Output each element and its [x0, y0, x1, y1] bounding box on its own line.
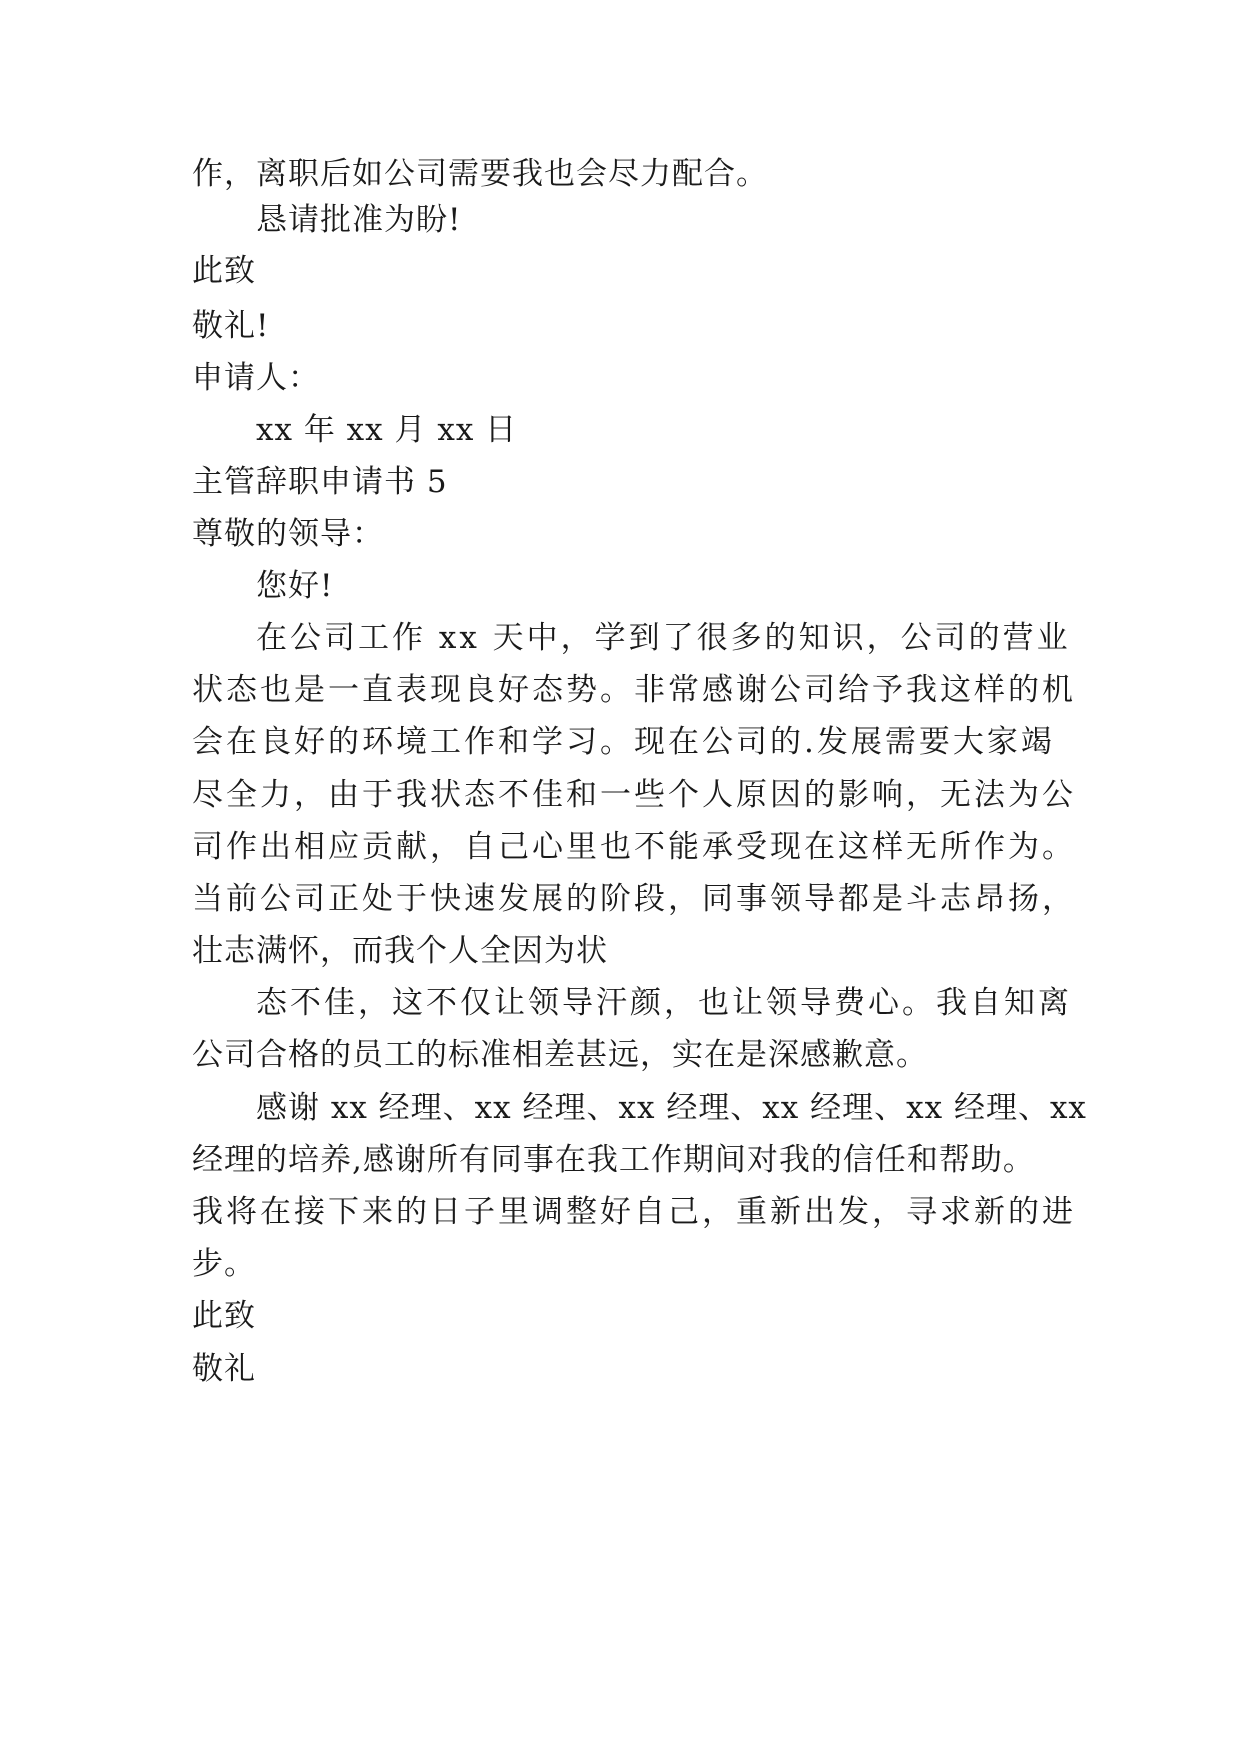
greeting-hello: 您好!	[256, 568, 334, 604]
paragraph-line: 态不佳，这不仅让领导汗颜，也让领导费心。我自知离	[256, 985, 1072, 1021]
paragraph-line: 感谢 xx 经理、xx 经理、xx 经理、xx 经理、xx 经理、xx	[256, 1090, 1087, 1126]
paragraph-line: 司作出相应贡献，自己心里也不能承受现在这样无所作为。	[192, 829, 1076, 865]
paragraph-line: 经理的培养,感谢所有同事在我工作期间对我的信任和帮助。	[192, 1142, 1035, 1178]
paragraph-line: 当前公司正处于快速发展的阶段，同事领导都是斗志昂扬，	[192, 881, 1076, 917]
paragraph-line: 步。	[192, 1246, 256, 1282]
paragraph-line: 作，离职后如公司需要我也会尽力配合。	[192, 156, 768, 192]
closing-request-line: 恳请批准为盼!	[256, 202, 462, 238]
paragraph-line: 尽全力，由于我状态不佳和一些个人原因的影响，无法为公	[192, 777, 1076, 813]
paragraph-line: 会在良好的环境工作和学习。现在公司的.发展需要大家竭	[192, 724, 1055, 760]
section-title: 主管辞职申请书 5	[192, 464, 448, 500]
salutation-cizhi: 此致	[192, 253, 256, 289]
date-line: xx 年 xx 月 xx 日	[256, 412, 518, 448]
paragraph-line: 我将在接下来的日子里调整好自己，重新出发，寻求新的进	[192, 1194, 1076, 1230]
salutation-cizhi: 此致	[192, 1298, 256, 1334]
salutation-jingli: 敬礼	[192, 1351, 256, 1387]
paragraph-line: 在公司工作 xx 天中，学到了很多的知识，公司的营业	[256, 620, 1071, 656]
salutation-jingli: 敬礼!	[192, 308, 270, 344]
paragraph-line: 公司合格的员工的标准相差甚远，实在是深感歉意。	[192, 1037, 928, 1073]
greeting-recipient: 尊敬的领导：	[192, 516, 384, 552]
applicant-label: 申请人：	[192, 360, 320, 396]
paragraph-line: 状态也是一直表现良好态势。非常感谢公司给予我这样的机	[192, 672, 1076, 708]
paragraph-line: 壮志满怀，而我个人全因为状	[192, 933, 608, 969]
